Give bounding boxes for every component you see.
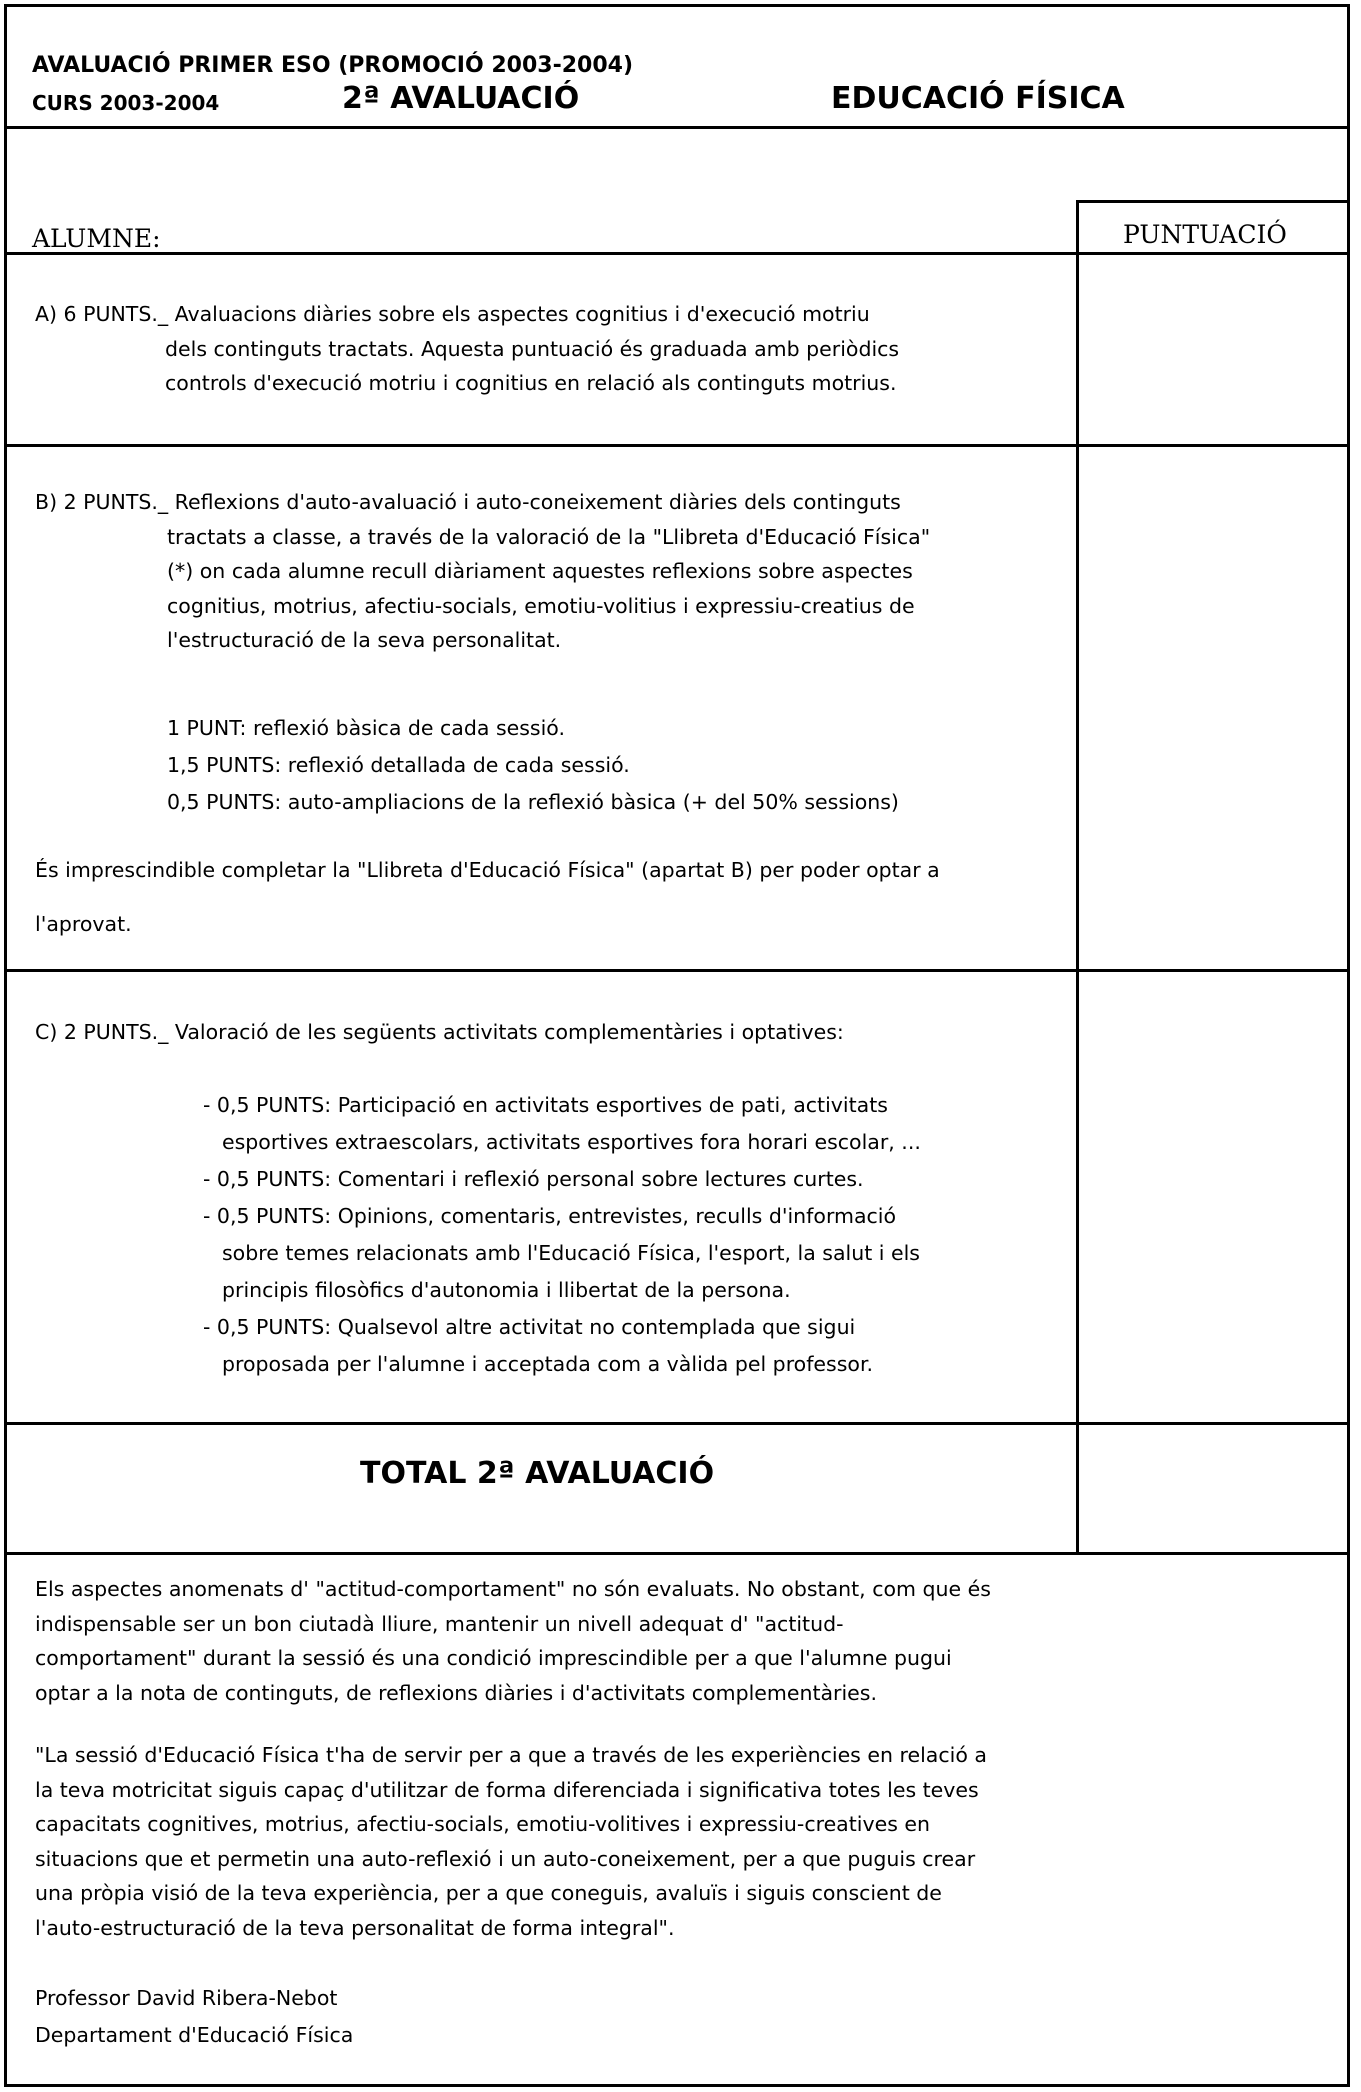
footer-line: una pròpia visió de la teva experiència, per a que coneguis, avaluïs i siguis conscient de xyxy=(35,1881,942,1905)
section-c-divider xyxy=(7,1422,1347,1425)
section-b-note-line1: És imprescindible completar la "Llibreta d'Educació Física" (apartat B) per poder optar a xyxy=(35,858,940,882)
activity-item: - 0,5 PUNTS: Participació en activitats esportives de pati, activitats xyxy=(203,1093,888,1117)
total-label: TOTAL 2ª AVALUACIÓ xyxy=(360,1456,715,1491)
header-course: CURS 2003-2004 xyxy=(32,91,220,115)
score-cell-a xyxy=(1076,252,1079,444)
section-c-items xyxy=(203,1087,921,1383)
total-divider xyxy=(7,1552,1347,1555)
footer-line: situacions que et permetin una auto-reflexió i un auto-coneixement, per a que puguis crear xyxy=(35,1846,976,1871)
activity-item: - 0,5 PUNTS: Comentari i reflexió personal sobre lectures curtes. xyxy=(203,1167,864,1191)
header-divider xyxy=(7,126,1347,129)
section-b-divider xyxy=(7,969,1347,972)
footer-line: "La sessió d'Educació Física t'ha de servir per a que a través de les experiències en relació a xyxy=(35,1743,987,1767)
evaluation-form xyxy=(4,4,1350,2087)
activity-item: - 0,5 PUNTS: Opinions, comentaris, entrevistes, reculls d'informació xyxy=(203,1204,897,1228)
footer-line: indispensable ser un bon ciutadà lliure, mantenir un nivell adequat d' "actitud- xyxy=(35,1611,844,1636)
footer-line: comportament" durant la sessió és una condició imprescindible per a que l'alumne pugui xyxy=(35,1646,952,1670)
score-label: PUNTUACIÓ xyxy=(1123,220,1287,249)
score-header-top xyxy=(1076,200,1347,203)
activity-item: - 0,5 PUNTS: Qualsevol altre activitat no contemplada que sigui xyxy=(203,1315,856,1339)
scale-item: 1,5 PUNTS: reflexió detallada de cada sessió. xyxy=(167,753,630,777)
section-b-line: cognitius, motrius, afectiu-socials, emotiu-volitius i expressiu-creatius de xyxy=(167,593,915,618)
student-label: ALUMNE: xyxy=(32,224,161,253)
scale-item: 0,5 PUNTS: auto-ampliacions de la reflexió bàsica (+ del 50% sessions) xyxy=(167,790,899,814)
footer-paragraph-2 xyxy=(35,1738,987,1945)
header-subject: EDUCACIÓ FÍSICA xyxy=(831,81,1125,116)
section-a xyxy=(35,297,899,401)
section-b-line: tractats a classe, a través de la valoració de la "Llibreta d'Educació Física" xyxy=(167,524,931,549)
footer-line: optar a la nota de continguts, de reflexions diàries i d'activitats complementàries. xyxy=(35,1680,877,1705)
section-c-lead: C) 2 PUNTS._ Valoració de les següents activitats complementàries i optatives: xyxy=(35,1020,844,1044)
footer-line: l'auto-estructuració de la teva personalitat de forma integral". xyxy=(35,1915,675,1940)
footer-paragraph-1 xyxy=(35,1572,991,1710)
section-b-lead: B) 2 PUNTS._ Reflexions d'auto-avaluació i auto-coneixement diàries dels continguts xyxy=(35,490,901,514)
section-a-line: dels continguts tractats. Aquesta puntuació és graduada amb periòdics xyxy=(165,336,900,361)
section-b-scale xyxy=(167,710,899,821)
activity-item: proposada per l'alumne i acceptada com a vàlida pel professor. xyxy=(222,1352,874,1376)
signature-name: Professor David Ribera-Nebot xyxy=(35,1986,338,2010)
section-a-lead: A) 6 PUNTS._ Avaluacions diàries sobre els aspectes cognitius i d'execució motriu xyxy=(35,302,870,326)
section-a-line: controls d'execució motriu i cognitius en relació als continguts motrius. xyxy=(165,371,897,395)
section-b xyxy=(35,485,930,658)
activity-item: principis filosòfics d'autonomia i llibertat de la persona. xyxy=(222,1278,791,1302)
signature-department: Departament d'Educació Física xyxy=(35,2023,354,2047)
section-b-note-line2: l'aprovat. xyxy=(35,912,132,936)
section-b-line: (*) on cada alumne recull diàriament aquestes reflexions sobre aspectes xyxy=(167,559,913,583)
header-line1: AVALUACIÓ PRIMER ESO (PROMOCIÓ 2003-2004) xyxy=(32,53,633,78)
section-a-divider xyxy=(7,444,1347,447)
footer-line: Els aspectes anomenats d' "actitud-comportament" no són evaluats. No obstant, com que és xyxy=(35,1577,991,1601)
section-b-line: l'estructuració de la seva personalitat. xyxy=(167,628,562,652)
activity-item: sobre temes relacionats amb l'Educació Física, l'esport, la salut i els xyxy=(222,1241,920,1265)
header-term: 2ª AVALUACIÓ xyxy=(342,81,580,116)
scale-item: 1 PUNT: reflexió bàsica de cada sessió. xyxy=(167,716,566,740)
footer-line: capacitats cognitives, motrius, afectiu-socials, emotiu-volitives i expressiu-creatives en xyxy=(35,1812,931,1836)
footer-line: la teva motricitat siguis capaç d'utilitzar de forma diferenciada i significativa totes les teves xyxy=(35,1777,979,1802)
activity-item: esportives extraescolars, activitats esportives fora horari escolar, ... xyxy=(222,1130,921,1154)
